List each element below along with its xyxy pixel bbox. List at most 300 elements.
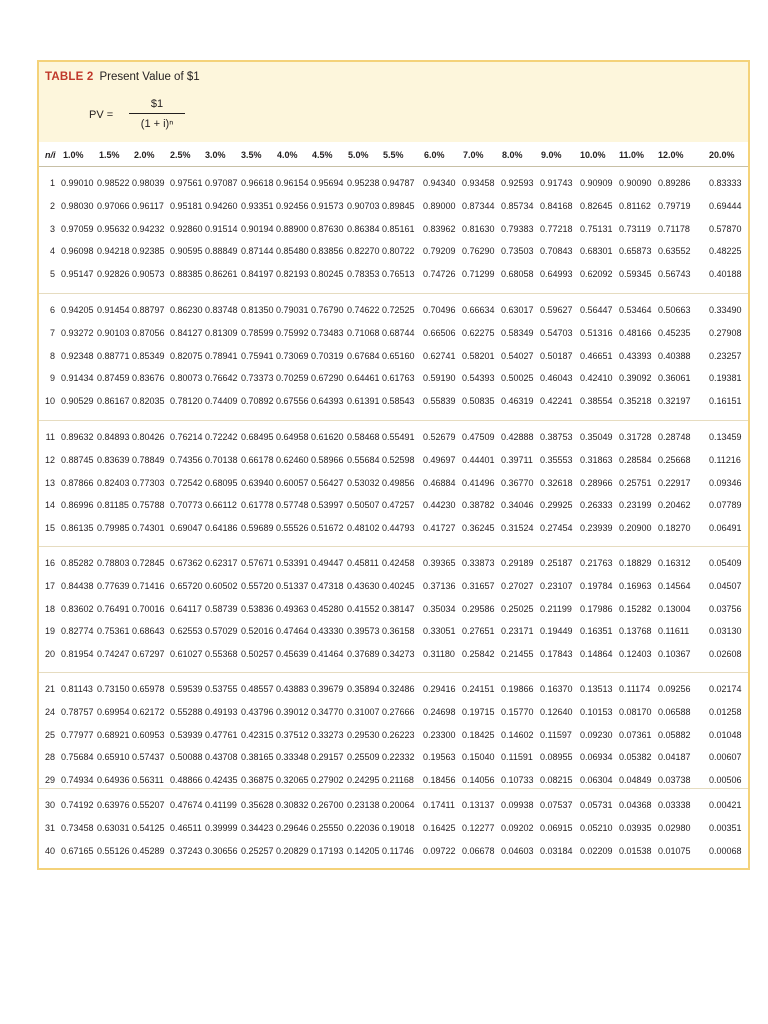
pv-factor-cell: 0.34423 — [241, 822, 274, 833]
pv-factor-cell: 0.52598 — [382, 454, 415, 465]
pv-factor-cell: 0.98039 — [132, 178, 165, 188]
pv-factor-cell: 0.16963 — [619, 580, 652, 591]
pv-factor-cell: 0.47257 — [382, 500, 415, 511]
pv-factor-cell: 0.04187 — [658, 752, 691, 763]
period-cell: 17 — [44, 580, 55, 591]
pv-factor-cell: 0.55684 — [347, 454, 380, 465]
pv-factor-cell: 0.29586 — [462, 603, 495, 614]
pv-factor-cell: 0.96098 — [61, 246, 94, 257]
period-cell: 3 — [49, 223, 55, 234]
pv-factor-cell: 0.63976 — [97, 800, 130, 810]
pv-factor-cell: 0.28966 — [580, 477, 613, 488]
pv-factor-cell: 0.24698 — [423, 706, 456, 717]
pv-factor-cell: 0.21455 — [501, 649, 534, 660]
pv-factor-cell: 0.82075 — [170, 350, 203, 361]
pv-factor-cell: 0.21199 — [540, 603, 572, 614]
pv-factor-cell: 0.82193 — [276, 269, 309, 280]
pv-factor-cell: 0.13459 — [709, 432, 742, 442]
pv-factor-cell: 0.30656 — [205, 845, 238, 856]
pv-factor-cell: 0.77977 — [61, 729, 94, 740]
pv-factor-cell: 0.31863 — [580, 454, 613, 465]
pv-factor-cell: 0.94340 — [423, 178, 456, 188]
pv-factor-cell: 0.39711 — [501, 454, 533, 465]
pv-factor-cell: 0.29416 — [423, 684, 456, 694]
pv-factor-cell: 0.00506 — [709, 775, 742, 786]
pv-factor-cell: 0.27027 — [501, 580, 534, 591]
table-row — [39, 707, 748, 721]
pv-factor-cell: 0.67290 — [311, 373, 344, 384]
column-header-rate: 1.0% — [63, 150, 84, 160]
period-cell: 21 — [44, 684, 55, 694]
pv-factor-cell: 0.69444 — [709, 200, 742, 211]
period-cell: 25 — [44, 729, 55, 740]
pv-factor-cell: 0.35049 — [580, 432, 613, 442]
pv-factor-cell: 0.56427 — [311, 477, 344, 488]
pv-factor-cell: 0.04507 — [709, 580, 742, 591]
pv-factor-cell: 0.73069 — [276, 350, 309, 361]
pv-factor-cell: 0.64993 — [540, 269, 573, 280]
pv-factor-cell: 0.42315 — [241, 729, 274, 740]
pv-factor-cell: 0.33348 — [276, 752, 309, 763]
pv-factor-cell: 0.53836 — [241, 603, 274, 614]
pv-factor-cell: 0.57671 — [241, 558, 274, 568]
pv-factor-cell: 0.23199 — [619, 500, 652, 511]
pv-factor-cell: 0.61763 — [382, 373, 415, 384]
period-cell: 10 — [44, 396, 55, 407]
period-cell: 18 — [44, 603, 55, 614]
pv-factor-cell: 0.06678 — [462, 845, 495, 856]
pv-factor-cell: 0.90103 — [97, 327, 130, 338]
table-row — [39, 523, 748, 537]
pv-factor-cell: 0.00421 — [709, 800, 742, 810]
pv-factor-cell: 0.64958 — [276, 432, 309, 442]
pv-factor-cell: 0.32486 — [382, 684, 415, 694]
pv-factor-cell: 0.51337 — [276, 580, 309, 591]
pv-factor-cell: 0.59190 — [423, 373, 456, 384]
pv-factor-cell: 0.68921 — [97, 729, 130, 740]
pv-factor-cell: 0.01048 — [709, 729, 742, 740]
pv-factor-cell: 0.71178 — [658, 223, 690, 234]
pv-factor-cell: 0.06304 — [580, 775, 613, 786]
pv-factor-cell: 0.73458 — [61, 822, 94, 833]
table-row — [39, 396, 748, 410]
pv-factor-cell: 0.93458 — [462, 178, 495, 188]
pv-factor-cell: 0.50025 — [501, 373, 534, 384]
pv-factor-cell: 0.58966 — [311, 454, 344, 465]
pv-factor-cell: 0.22332 — [382, 752, 415, 763]
pv-factor-cell: 0.55368 — [205, 649, 238, 660]
period-cell: 28 — [44, 752, 55, 763]
pv-factor-cell: 0.92593 — [501, 178, 534, 188]
pv-factor-cell: 0.20064 — [382, 800, 415, 810]
pv-factor-cell: 0.11611 — [658, 626, 690, 637]
pv-factor-cell: 0.42241 — [540, 396, 573, 407]
pv-factor-cell: 0.44230 — [423, 500, 456, 511]
pv-factor-cell: 0.37243 — [170, 845, 203, 856]
pv-factor-cell: 0.64393 — [311, 396, 344, 407]
pv-factor-cell: 0.29646 — [276, 822, 309, 833]
pv-factor-cell: 0.22036 — [347, 822, 380, 833]
pv-factor-cell: 0.33051 — [423, 626, 456, 637]
pv-factor-cell: 0.35218 — [619, 396, 652, 407]
pv-factor-cell: 0.13768 — [619, 626, 652, 637]
pv-factor-cell: 0.03756 — [709, 603, 742, 614]
pv-factor-cell: 0.97059 — [61, 223, 94, 234]
pv-factor-cell: 0.90909 — [580, 178, 613, 188]
pv-factor-cell: 0.03130 — [709, 626, 742, 637]
pv-factor-cell: 0.90573 — [132, 269, 165, 280]
pv-factor-cell: 0.25668 — [658, 454, 691, 465]
column-header-rate: 4.0% — [277, 150, 298, 160]
pv-factor-cell: 0.88797 — [132, 305, 165, 315]
pv-factor-cell: 0.22917 — [658, 477, 691, 488]
pv-factor-cell: 0.31728 — [619, 432, 652, 442]
pv-factor-cell: 0.09230 — [580, 729, 613, 740]
table-row — [39, 305, 748, 319]
pv-factor-cell: 0.07537 — [540, 800, 573, 810]
pv-factor-cell: 0.17843 — [540, 649, 573, 660]
pv-factor-cell: 0.55126 — [97, 845, 130, 856]
pv-factor-cell: 0.48225 — [709, 246, 742, 257]
table-number-label: TABLE 2 — [45, 71, 94, 83]
pv-factor-cell: 0.05409 — [709, 558, 742, 568]
pv-factor-cell: 0.53464 — [619, 305, 652, 315]
pv-factor-cell: 0.56311 — [132, 775, 164, 786]
pv-factor-cell: 0.36061 — [658, 373, 691, 384]
pv-factor-cell: 0.36245 — [462, 523, 495, 534]
pv-factor-cell: 0.20829 — [276, 845, 309, 856]
pv-factor-cell: 0.66178 — [241, 454, 274, 465]
pv-factor-cell: 0.16425 — [423, 822, 456, 833]
pv-factor-cell: 0.38753 — [540, 432, 573, 442]
pv-factor-cell: 0.04603 — [501, 845, 534, 856]
pv-factor-cell: 0.09722 — [423, 845, 456, 856]
pv-factor-cell: 0.05882 — [658, 729, 691, 740]
pv-factor-cell: 0.34770 — [311, 706, 344, 717]
pv-factor-cell: 0.72845 — [132, 558, 165, 568]
pv-factor-cell: 0.45280 — [311, 603, 344, 614]
table-row — [39, 478, 748, 492]
pv-factor-cell: 0.68301 — [580, 246, 613, 257]
pv-factor-cell: 0.98522 — [97, 178, 130, 188]
table-row — [39, 604, 748, 618]
pv-factor-cell: 0.50257 — [241, 649, 274, 660]
pv-factor-cell: 0.54393 — [462, 373, 495, 384]
pv-factor-cell: 0.28748 — [658, 432, 691, 442]
pv-factor-cell: 0.73503 — [501, 246, 534, 257]
pv-factor-cell: 0.69954 — [97, 706, 130, 717]
pv-factor-cell: 0.70892 — [241, 396, 274, 407]
pv-factor-cell: 0.25550 — [311, 822, 344, 833]
pv-factor-cell: 0.19715 — [462, 706, 495, 717]
pv-factor-cell: 0.91454 — [97, 305, 130, 315]
pv-factor-cell: 0.23300 — [423, 729, 456, 740]
column-header-rate: 2.0% — [134, 150, 155, 160]
pv-factor-cell: 0.12640 — [540, 706, 573, 717]
pv-factor-cell: 0.06934 — [580, 752, 613, 763]
period-cell: 24 — [44, 706, 55, 717]
table-row — [39, 351, 748, 365]
pv-factor-cell: 0.31657 — [462, 580, 495, 591]
pv-factor-cell: 0.97066 — [97, 200, 130, 211]
pv-factor-cell: 0.34273 — [382, 649, 415, 660]
pv-factor-cell: 0.73483 — [311, 327, 344, 338]
pv-factor-cell: 0.03338 — [658, 800, 691, 810]
period-cell: 9 — [49, 373, 55, 384]
pv-factor-cell: 0.11174 — [619, 684, 651, 694]
pv-factor-cell: 0.32618 — [540, 477, 573, 488]
pv-factor-cell: 0.86996 — [61, 500, 94, 511]
pv-factor-cell: 0.25187 — [540, 558, 573, 568]
pv-factor-cell: 0.92826 — [97, 269, 130, 280]
pv-factor-cell: 0.62741 — [423, 350, 456, 361]
pv-factor-cell: 0.53939 — [170, 729, 203, 740]
pv-factor-cell: 0.79209 — [423, 246, 456, 257]
column-header-rate: 11.0% — [619, 150, 645, 160]
pv-factor-cell: 0.79031 — [276, 305, 309, 315]
pv-factor-cell: 0.65720 — [170, 580, 203, 591]
pv-factor-cell: 0.93351 — [241, 200, 274, 211]
pv-factor-cell: 0.19563 — [423, 752, 456, 763]
pv-factor-cell: 0.10367 — [658, 649, 691, 660]
pv-factor-cell: 0.15770 — [501, 706, 534, 717]
column-header-rate: 6.0% — [424, 150, 445, 160]
pv-factor-cell: 0.50835 — [462, 396, 495, 407]
pv-factor-cell: 0.67362 — [170, 558, 203, 568]
pv-factor-cell: 0.55839 — [423, 396, 456, 407]
pv-factor-cell: 0.40245 — [382, 580, 415, 591]
pv-factor-cell: 0.06588 — [658, 706, 691, 717]
pv-factor-cell: 0.51316 — [580, 327, 613, 338]
pv-factor-cell: 0.46884 — [423, 477, 456, 488]
period-cell: 1 — [49, 178, 55, 188]
pv-factor-cell: 0.80426 — [132, 432, 165, 442]
pv-factor-cell: 0.61778 — [241, 500, 274, 511]
pv-factor-cell: 0.04368 — [619, 800, 652, 810]
pv-factor-cell: 0.83962 — [423, 223, 456, 234]
pv-factor-cell: 0.87866 — [61, 477, 94, 488]
column-header-rate: 3.5% — [241, 150, 262, 160]
pv-factor-cell: 0.27454 — [540, 523, 573, 534]
pv-factor-cell: 0.45639 — [276, 649, 309, 660]
pv-factor-cell: 0.29530 — [347, 729, 380, 740]
pv-factor-cell: 0.78120 — [170, 396, 203, 407]
period-cell: 7 — [49, 327, 55, 338]
pv-factor-cell: 0.53391 — [276, 558, 309, 568]
pv-factor-cell: 0.74409 — [205, 396, 238, 407]
pv-factor-cell: 0.67556 — [276, 396, 309, 407]
pv-factor-cell: 0.95147 — [61, 269, 94, 280]
pv-factor-cell: 0.50507 — [347, 500, 380, 511]
pv-factor-cell: 0.27666 — [382, 706, 415, 717]
pv-factor-cell: 0.77303 — [132, 477, 165, 488]
pv-factor-cell: 0.51672 — [311, 523, 344, 534]
pv-factor-cell: 0.14056 — [462, 775, 495, 786]
pv-factor-cell: 0.36158 — [382, 626, 415, 637]
pv-factor-cell: 0.96117 — [132, 200, 164, 211]
pv-factor-cell: 0.89000 — [423, 200, 456, 211]
pv-factor-cell: 0.16312 — [658, 558, 691, 568]
table-row — [39, 800, 748, 814]
pv-factor-cell: 0.64186 — [205, 523, 238, 534]
pv-factor-cell: 0.76214 — [170, 432, 203, 442]
pv-factor-cell: 0.70843 — [540, 246, 573, 257]
pv-factor-cell: 0.81954 — [61, 649, 94, 660]
pv-factor-cell: 0.81162 — [619, 200, 651, 211]
pv-factor-cell: 0.52016 — [241, 626, 274, 637]
pv-factor-cell: 0.28584 — [619, 454, 652, 465]
pv-factor-cell: 0.63017 — [501, 305, 534, 315]
pv-factor-cell: 0.10153 — [580, 706, 613, 717]
pv-factor-cell: 0.92456 — [276, 200, 309, 211]
pv-factor-cell: 0.17193 — [311, 845, 344, 856]
pv-factor-cell: 0.62553 — [170, 626, 203, 637]
pv-factor-cell: 0.98030 — [61, 200, 94, 211]
pv-factor-cell: 0.18425 — [462, 729, 495, 740]
pv-factor-cell: 0.78353 — [347, 269, 380, 280]
pv-factor-cell: 0.85161 — [382, 223, 415, 234]
pv-factor-cell: 0.61620 — [311, 432, 344, 442]
pv-factor-cell: 0.81309 — [205, 327, 238, 338]
pv-factor-cell: 0.48102 — [347, 523, 380, 534]
column-header-rate: 2.5% — [170, 150, 191, 160]
pv-factor-cell: 0.08955 — [540, 752, 573, 763]
pv-factor-cell: 0.87459 — [97, 373, 130, 384]
pv-factor-cell: 0.50088 — [170, 752, 203, 763]
pv-factor-cell: 0.31180 — [423, 649, 455, 660]
pv-factor-cell: 0.41727 — [423, 523, 456, 534]
pv-factor-cell: 0.18456 — [423, 775, 456, 786]
pv-factor-cell: 0.39012 — [276, 706, 309, 717]
column-header-rate: 5.0% — [348, 150, 369, 160]
pv-factor-cell: 0.06915 — [540, 822, 573, 833]
pv-factor-cell: 0.10733 — [501, 775, 534, 786]
table-row — [39, 581, 748, 595]
pv-factor-cell: 0.84893 — [97, 432, 130, 442]
pv-factor-cell: 0.88900 — [276, 223, 309, 234]
pv-factor-cell: 0.90090 — [619, 178, 652, 188]
pv-factor-cell: 0.82645 — [580, 200, 613, 211]
pv-factor-cell: 0.57870 — [709, 223, 742, 234]
pv-factor-cell: 0.86135 — [61, 523, 94, 534]
pv-factor-cell: 0.53032 — [347, 477, 380, 488]
table-row — [39, 432, 748, 446]
pv-factor-cell: 0.67684 — [347, 350, 380, 361]
pv-factor-cell: 0.54125 — [132, 822, 165, 833]
pv-factor-cell: 0.16370 — [540, 684, 573, 694]
pv-factor-cell: 0.70016 — [132, 603, 165, 614]
pv-factor-cell: 0.89632 — [61, 432, 94, 442]
pv-factor-cell: 0.70259 — [276, 373, 309, 384]
pv-factor-cell: 0.23171 — [501, 626, 534, 637]
pv-factor-cell: 0.83748 — [205, 305, 238, 315]
pv-factor-cell: 0.82403 — [97, 477, 130, 488]
pv-factor-cell: 0.62317 — [205, 558, 238, 568]
pv-factor-cell: 0.49697 — [423, 454, 456, 465]
pv-factor-cell: 0.07361 — [619, 729, 652, 740]
pv-factor-cell: 0.19449 — [540, 626, 573, 637]
pv-factor-cell: 0.18270 — [658, 523, 691, 534]
pv-factor-cell: 0.65910 — [97, 752, 130, 763]
pv-factor-cell: 0.74356 — [170, 454, 203, 465]
pv-factor-cell: 0.14864 — [580, 649, 613, 660]
pv-factor-cell: 0.53997 — [311, 500, 344, 511]
pv-factor-cell: 0.12403 — [619, 649, 652, 660]
pv-factor-cell: 0.00607 — [709, 752, 742, 763]
pv-factor-cell: 0.83333 — [709, 178, 742, 188]
pv-factor-cell: 0.25842 — [462, 649, 495, 660]
pv-factor-cell: 0.95238 — [347, 178, 380, 188]
period-cell: 20 — [44, 649, 55, 660]
pv-factor-cell: 0.74301 — [132, 523, 165, 534]
pv-factor-cell: 0.37136 — [423, 580, 456, 591]
pv-factor-cell: 0.80073 — [170, 373, 203, 384]
pv-factor-cell: 0.43330 — [311, 626, 344, 637]
table-row — [39, 684, 748, 698]
pv-factor-cell: 0.92860 — [170, 223, 203, 234]
pv-factor-cell: 0.62172 — [132, 706, 165, 717]
pv-factor-cell: 0.40188 — [709, 269, 742, 280]
pv-factor-cell: 0.38165 — [241, 752, 274, 763]
pv-factor-cell: 0.24151 — [462, 684, 495, 694]
pv-factor-cell: 0.36770 — [501, 477, 534, 488]
pv-factor-cell: 0.12277 — [462, 822, 495, 833]
pv-factor-cell: 0.88745 — [61, 454, 94, 465]
period-cell: 6 — [49, 305, 55, 315]
pv-factor-cell: 0.25509 — [347, 752, 380, 763]
pv-factor-cell: 0.87056 — [132, 327, 165, 338]
pv-factor-cell: 0.63940 — [241, 477, 274, 488]
pv-factor-cell: 0.74247 — [97, 649, 130, 660]
pv-factor-cell: 0.68744 — [382, 327, 415, 338]
pv-factor-cell: 0.59539 — [170, 684, 203, 694]
pv-factor-cell: 0.08170 — [619, 706, 652, 717]
pv-factor-cell: 0.42435 — [205, 775, 238, 786]
pv-factor-cell: 0.58349 — [501, 327, 534, 338]
pv-factor-cell: 0.92348 — [61, 350, 94, 361]
pv-factor-cell: 0.27902 — [311, 775, 344, 786]
pv-factor-cell: 0.37512 — [276, 729, 309, 740]
pv-factor-cell: 0.66634 — [462, 305, 495, 315]
pv-factor-cell: 0.47318 — [311, 580, 344, 591]
pv-factor-cell: 0.23107 — [540, 580, 573, 591]
period-cell: 2 — [49, 200, 55, 211]
pv-factor-cell: 0.52679 — [423, 432, 456, 442]
pv-factor-cell: 0.75992 — [276, 327, 309, 338]
table-body — [39, 62, 748, 868]
pv-factor-cell: 0.60057 — [276, 477, 309, 488]
period-cell: 4 — [49, 246, 55, 257]
pv-factor-cell: 0.72542 — [170, 477, 203, 488]
pv-factor-cell: 0.89845 — [382, 200, 415, 211]
pv-factor-cell: 0.27908 — [709, 327, 742, 338]
pv-factor-cell: 0.31007 — [347, 706, 380, 717]
pv-factor-cell: 0.97087 — [205, 178, 238, 188]
pv-factor-cell: 0.90595 — [170, 246, 203, 257]
pv-factor-cell: 0.65873 — [619, 246, 652, 257]
pv-factor-cell: 0.02174 — [709, 684, 742, 694]
pv-factor-cell: 0.65160 — [382, 350, 415, 361]
pv-factor-cell: 0.08215 — [540, 775, 573, 786]
pv-factor-cell: 0.57437 — [132, 752, 165, 763]
pv-factor-cell: 0.09346 — [709, 477, 742, 488]
pv-factor-cell: 0.54703 — [540, 327, 573, 338]
pv-factor-cell: 0.87144 — [241, 246, 274, 257]
pv-factor-cell: 0.70496 — [423, 305, 456, 315]
pv-factor-cell: 0.90194 — [241, 223, 274, 234]
pv-factor-cell: 0.46651 — [580, 350, 613, 361]
formula-lhs: PV = — [89, 109, 114, 121]
